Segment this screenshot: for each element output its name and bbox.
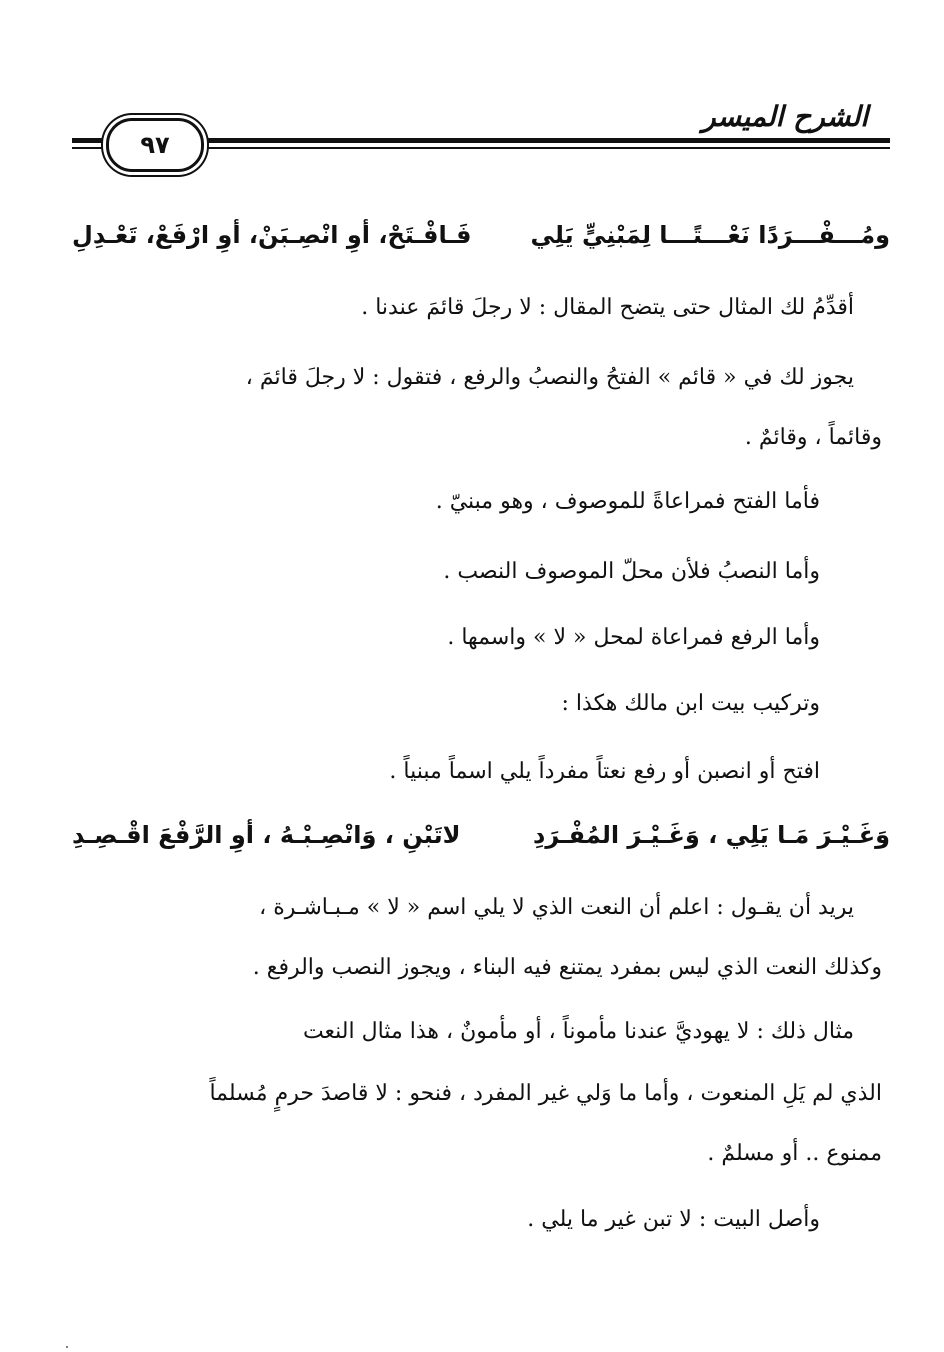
paragraph-line: يريد أن يقـول : اعلم أن النعت الذي لا يلي اسم « لا » مـبـاشـرة ، (259, 895, 854, 920)
page-header (72, 98, 890, 178)
paragraph-line: وكذلك النعت الذي ليس بمفرد يمتنع فيه البناء ، ويجوز النصب والرفع . (252, 955, 882, 980)
paragraph-line: مثال ذلك : لا يهوديَّ عندنا مأموناً ، أو مأمونٌ ، هذا مثال النعت (302, 1019, 854, 1044)
scan-speck (66, 1346, 68, 1348)
paragraph-line: افتح أو انصبن أو رفع نعتاً مفرداً يلي اسماً مبنياً . (389, 759, 820, 784)
paragraph-line: وأصل البيت : لا تبن غير ما يلي . (527, 1207, 820, 1232)
paragraph-line: وأما النصبُ فلأن محلّ الموصوف النصب . (443, 559, 820, 584)
paragraph-line: ممنوع .. أو مسلمٌ . (707, 1141, 882, 1166)
verse-2-second-hemistich: لاتَبْنِ ، وَانْصِـبْـهُ ، أوِ الرَّفْعَ اقْـصِـدِ (72, 821, 461, 849)
paragraph-line: وتركيب بيت ابن مالك هكذا : (561, 691, 820, 716)
verse-1-first-hemistich: ومُـــفْـــرَدًا نَعْـــتًـــا لِمَبْنِيٍّ يَلِي (530, 221, 890, 249)
header-rule-thin (182, 147, 890, 149)
verse-line-2 (72, 818, 890, 854)
verse-2-first-hemistich: وَغَـيْـرَ مَـا يَلِي ، وَغَـيْـرَ المُفْـرَدِ (533, 821, 890, 849)
paragraph-line: وقائماً ، وقائمٌ . (744, 425, 882, 450)
running-title: الشرح الميسر (702, 100, 868, 133)
paragraph-line: الذي لم يَلِ المنعوت ، وأما ما وَلي غير المفرد ، فنحو : لا قاصدَ حرمٍ مُسلماً (209, 1081, 882, 1106)
paragraph-line: وأما الرفع فمراعاة لمحل « لا » واسمها . (447, 625, 820, 650)
paragraph-line: أقدِّمُ لك المثال حتى يتضح المقال : لا رجلَ قائمَ عندنا . (361, 295, 854, 320)
page-number: ٩٧ (140, 131, 170, 159)
verse-line-1 (72, 218, 890, 254)
page-number-badge (106, 118, 204, 172)
paragraph-line: يجوز لك في « قائم » الفتحُ والنصبُ والرفع ، فتقول : لا رجلَ قائمَ ، (245, 365, 854, 390)
paragraph-line: فأما الفتح فمراعاةً للموصوف ، وهو مبنيّ . (435, 489, 820, 514)
header-rule-thick (182, 138, 890, 143)
verse-1-second-hemistich: فَـافْـتَحْ، أوِ انْصِـبَنْ، أوِ ارْفَعْ، تَعْـدِلِ (72, 221, 472, 249)
